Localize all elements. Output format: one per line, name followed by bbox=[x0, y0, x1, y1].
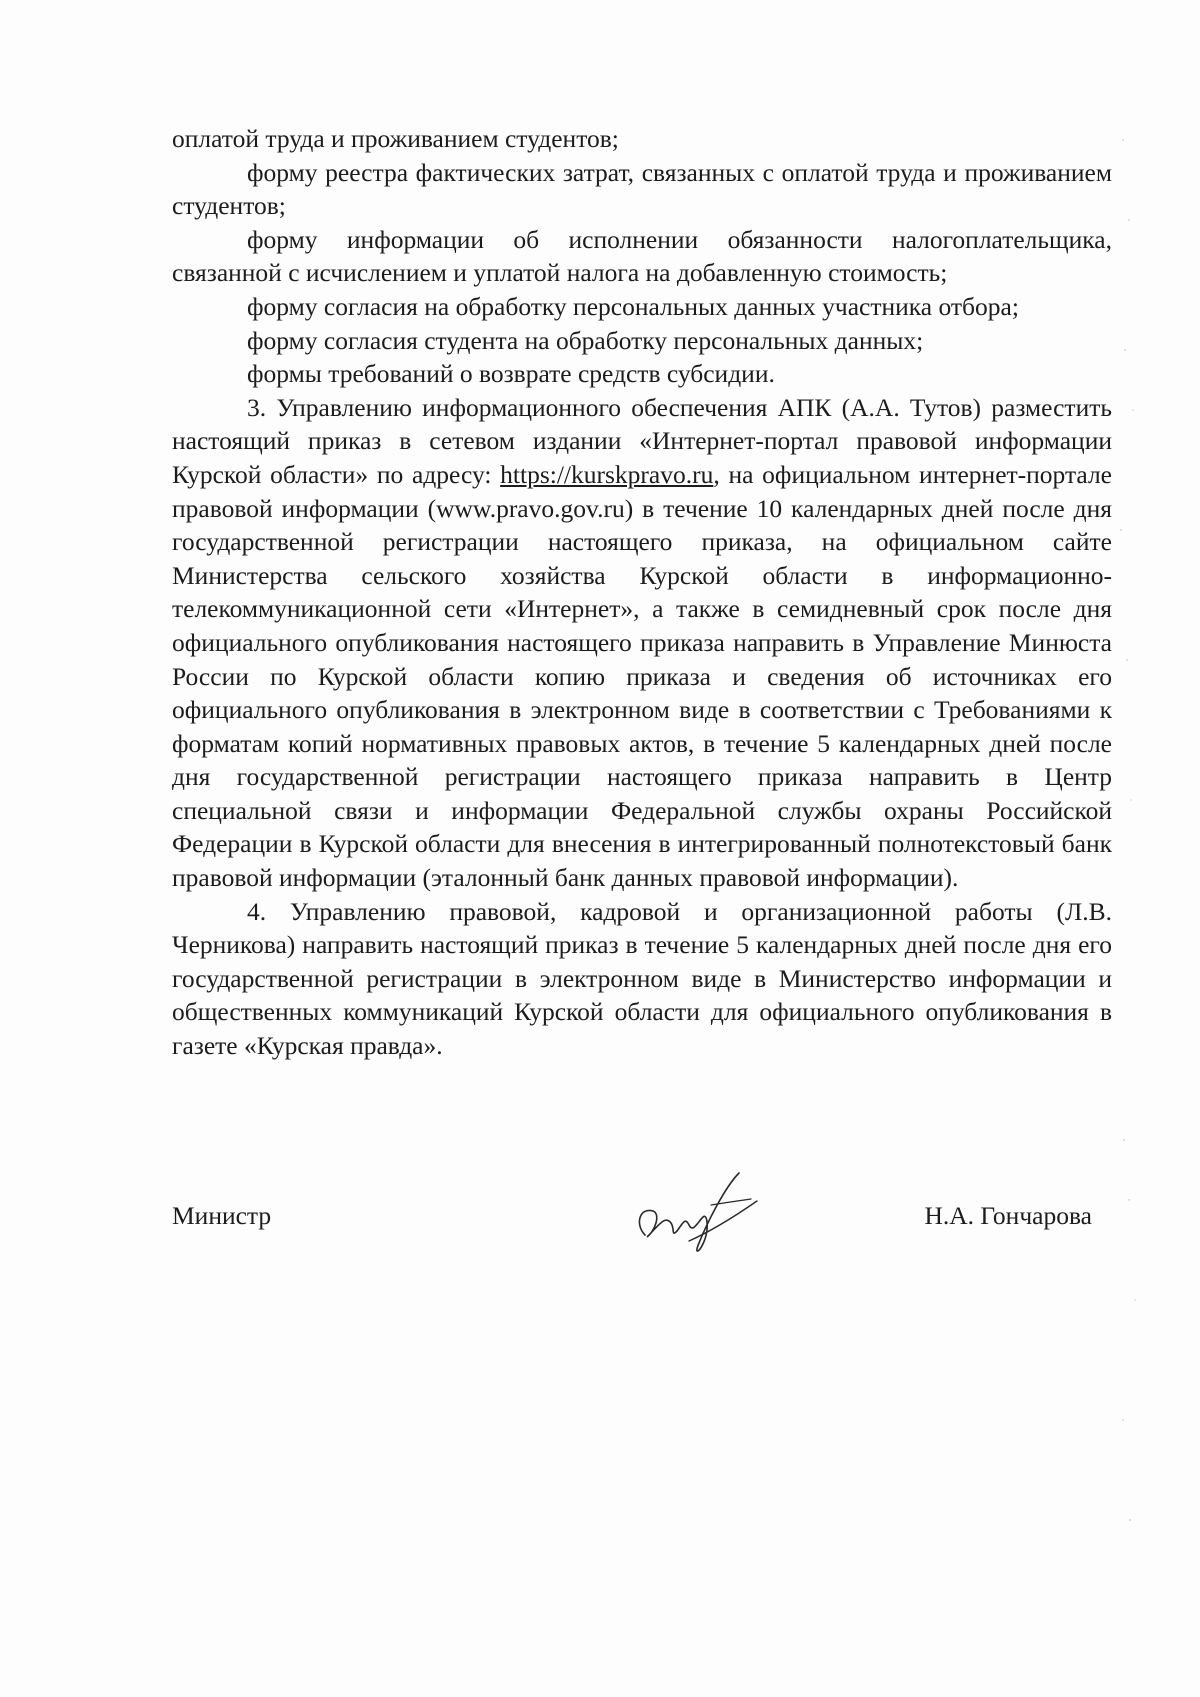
signer-name: Н.А. Гончарова bbox=[924, 1201, 1092, 1230]
signature-block bbox=[172, 1165, 1112, 1285]
kurskpravo-link[interactable]: https://kurskpravo.ru bbox=[500, 459, 714, 489]
paragraph-5: форму согласия студента на обработку персональных данных; bbox=[247, 325, 924, 355]
paragraph-2: форму реестра фактических затрат, связанных с оплатой труда и проживанием студентов; bbox=[172, 157, 1112, 221]
paragraph-3: форму информации об исполнении обязанности налогоплательщика, связанной с исчислением и уплатой налога на добавленную стоимость; bbox=[172, 224, 1112, 288]
document-body bbox=[172, 122, 1112, 1063]
item-3-text-end: , на официальном интернет-портале правовой информации (www.pravo.gov.ru) в течение 10 календарных дней после дня государственной регистрации настоящего приказа, на официальном сайте Министерства сельского хозяйства Курской области в информационно-телекоммуникационной сети «Интернет», а также в семидневный срок после дня официального опубликования настоящего приказа направить в Управление Минюста России по Курской области копию приказа и сведения об источниках его официального опубликования в электронном виде в соответствии с Требованиями к форматам копий нормативных правовых актов, в течение 5 календарных дней после дня государственной регистрации настоящего приказа направить в Центр специальной связи и информации Федеральной службы охраны Российской Федерации в Курской области для внесения в интегрированный полнотекстовый банк правовой информации (эталонный банк данных правовой информации). bbox=[172, 459, 1113, 893]
item-3-text-start: 3. Управлению информационного обеспечения АПК (А.А. Тутов) разместить настоящий приказ в сетевом издании «Интернет-портал правовой информации Курской области» по адресу: bbox=[172, 392, 1112, 489]
signer-title: Министр bbox=[172, 1201, 272, 1230]
paragraph-6: формы требований о возврате средств субсидии. bbox=[247, 359, 775, 389]
paragraph-4: форму согласия на обработку персональных данных участника отбора; bbox=[247, 291, 1019, 321]
item-3-paragraph bbox=[172, 391, 1112, 895]
handwritten-signature bbox=[627, 1165, 777, 1260]
item-4-paragraph: 4. Управлению правовой, кадровой и организационной работы (Л.В. Черникова) направить настоящий приказ в течение 5 календарных дней после дня его государственной регистрации в электронном виде в Министерство информации и общественных коммуникаций Курской области для официального опубликования в газете «Курская правда». bbox=[172, 896, 1112, 1061]
paragraph-1: оплатой труда и проживанием студентов; bbox=[172, 124, 619, 153]
scan-edge-marks bbox=[1115, 100, 1155, 1600]
